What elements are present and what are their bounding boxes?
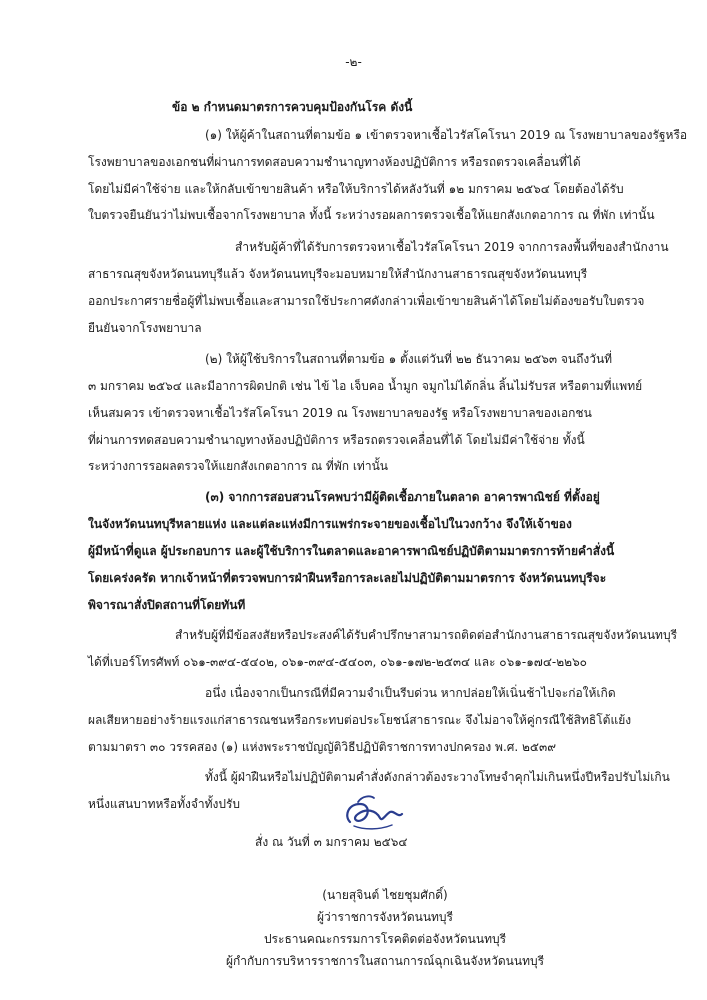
para7-line: หนึ่งแสนบาทหรือทั้งจำทั้งปรับ <box>88 797 241 811</box>
para2-line: สาธารณสุขจังหวัดนนทบุรีแล้ว จังหวัดนนทบุรีจะมอบหมายให้สำนักงานสาธารณสุขจังหวัดนนทบุรี <box>88 267 588 281</box>
para2-line: สำหรับผู้ค้าที่ได้รับการตรวจหาเชื้อไวรัสโคโรนา 2019 จากการลงพื้นที่ของสำนักงาน <box>235 240 669 254</box>
order-date: สั่ง ณ วันที่ ๓ มกราคม ๒๕๖๔ <box>255 835 408 849</box>
para5-line: ได้ที่เบอร์โทรศัพท์ ๐๖๑-๓๙๔-๕๔๐๒, ๐๖๑-๓๙๔-๕๔๐๓, ๐๖๑-๑๗๒-๒๕๓๔ และ ๐๖๑-๑๗๔-๒๒๖๐ <box>88 655 588 669</box>
para6-line: ตามมาตรา ๓๐ วรรคสอง (๑) แห่งพระราชบัญญัติวิธีปฏิบัติราชการทางปกครอง พ.ศ. ๒๕๓๙ <box>88 740 556 754</box>
para3-line: ระหว่างการรอผลตรวจให้แยกสังเกตอาการ ณ ที่พัก เท่านั้น <box>88 459 388 473</box>
para4-line: ในจังหวัดนนทบุรีหลายแห่ง และแต่ละแห่งมีการแพร่กระจายของเชื้อไปในวงกว้าง จึงให้เจ้าของ <box>88 517 572 531</box>
para3-line: เห็นสมควร เข้าตรวจหาเชื้อไวรัสโคโรนา 2019 ณ โรงพยาบาลของรัฐ หรือโรงพยาบาลของเอกชน <box>88 406 592 420</box>
para1-line: (๑) ให้ผู้ค้าในสถานที่ตามข้อ ๑ เข้าตรวจหาเชื้อไวรัสโคโรนา 2019 ณ โรงพยาบาลของรัฐหรือ <box>205 128 688 142</box>
para5-line: สำหรับผู้ที่มีข้อสงสัยหรือประสงค์ได้รับคำปรึกษาสามารถติดต่อสำนักงานสาธารณสุขจังหวัดนนทบุรี <box>175 628 678 642</box>
para3-line: (๒) ให้ผู้ใช้บริการในสถานที่ตามข้อ ๑ ตั้งแต่วันที่ ๒๒ ธันวาคม ๒๕๖๓ จนถึงวันที่ <box>205 352 613 366</box>
signatory-title: ผู้ว่าราชการจังหวัดนนทบุรี <box>317 910 453 924</box>
signatory-title: ผู้กำกับการบริหารราชการในสถานการณ์ฉุกเฉินจังหวัดนนทบุรี <box>225 954 545 968</box>
para3-line: ๓ มกราคม ๒๕๖๔ และมีอาการผิดปกติ เช่น ไข้ ไอ เจ็บคอ น้ำมูก จมูกไม่ได้กลิ่น ลิ้นไม่รับรส หรือตามที่แพทย์ <box>88 379 643 393</box>
para4-line: ผู้มีหน้าที่ดูแล ผู้ประกอบการ และผู้ใช้บริการในตลาดและอาคารพาณิชย์ปฏิบัติตามมาตรการท้ายคำสั่งนี้ <box>88 544 615 558</box>
para2-line: ยืนยันจากโรงพยาบาล <box>88 321 202 335</box>
para6-line: อนึ่ง เนื่องจากเป็นกรณีที่มีความจำเป็นรีบด่วน หากปล่อยให้เนิ่นช้าไปจะก่อให้เกิด <box>205 686 616 700</box>
page-number: -๒- <box>345 55 362 69</box>
para1-line: โดยไม่มีค่าใช้จ่าย และให้กลับเข้าขายสินค้า หรือให้บริการได้หลังวันที่ ๑๒ มกราคม ๒๕๖๔ โดยต้องได้รับ <box>88 182 624 196</box>
para1-line: ใบตรวจยืนยันว่าไม่พบเชื้อจากโรงพยาบาล ทั้งนี้ ระหว่างรอผลการตรวจเชื้อให้แยกสังเกตอาการ ณ ที่พัก เท่านั้น <box>88 208 655 222</box>
para4-line: พิจารณาสั่งปิดสถานที่โดยทันที <box>88 598 246 612</box>
section-heading: ข้อ ๒ กำหนดมาตรการควบคุมป้องกันโรค ดังนี้ <box>172 100 413 114</box>
para3-line: ที่ผ่านการทดสอบความชำนาญทางห้องปฏิบัติการ หรือรถตรวจเคลื่อนที่ได้ โดยไม่มีค่าใช้จ่าย ทั้งนี้ <box>88 433 585 447</box>
para1-line: โรงพยาบาลของเอกชนที่ผ่านการทดสอบความชำนาญทางห้องปฏิบัติการ หรือรถตรวจเคลื่อนที่ได้ <box>88 155 581 169</box>
para2-line: ออกประกาศรายชื่อผู้ที่ไม่พบเชื้อและสามารถใช้ประกาศดังกล่าวเพื่อเข้าขายสินค้าได้โดยไม่ต้องขอรับใบตรวจ <box>88 294 645 308</box>
handwritten-signature <box>340 792 410 838</box>
signatory-title: ประธานคณะกรรมการโรคติดต่อจังหวัดนนทบุรี <box>263 932 507 946</box>
para6-line: ผลเสียหายอย่างร้ายแรงแก่สาธารณชนหรือกระทบต่อประโยชน์สาธารณะ จึงไม่อาจให้คู่กรณีใช้สิทธิโต้แย้ง <box>88 713 632 727</box>
signatory-name: (นายสุจินต์ ไชยชุมศักดิ์) <box>322 888 448 902</box>
para4-line: (๓) จากการสอบสวนโรคพบว่ามีผู้ติดเชื้อภายในตลาด อาคารพาณิชย์ ที่ตั้งอยู่ <box>205 490 600 504</box>
para7-line: ทั้งนี้ ผู้ฝ่าฝืนหรือไม่ปฏิบัติตามคำสั่งดังกล่าวต้องระวางโทษจำคุกไม่เกินหนึ่งปีหรือปรับไม่เกิน <box>205 770 670 784</box>
para4-line: โดยเคร่งครัด หากเจ้าหน้าที่ตรวจพบการฝ่าฝืนหรือการละเลยไม่ปฏิบัติตามมาตรการ จังหวัดนนทบุรีจะ <box>88 571 607 585</box>
